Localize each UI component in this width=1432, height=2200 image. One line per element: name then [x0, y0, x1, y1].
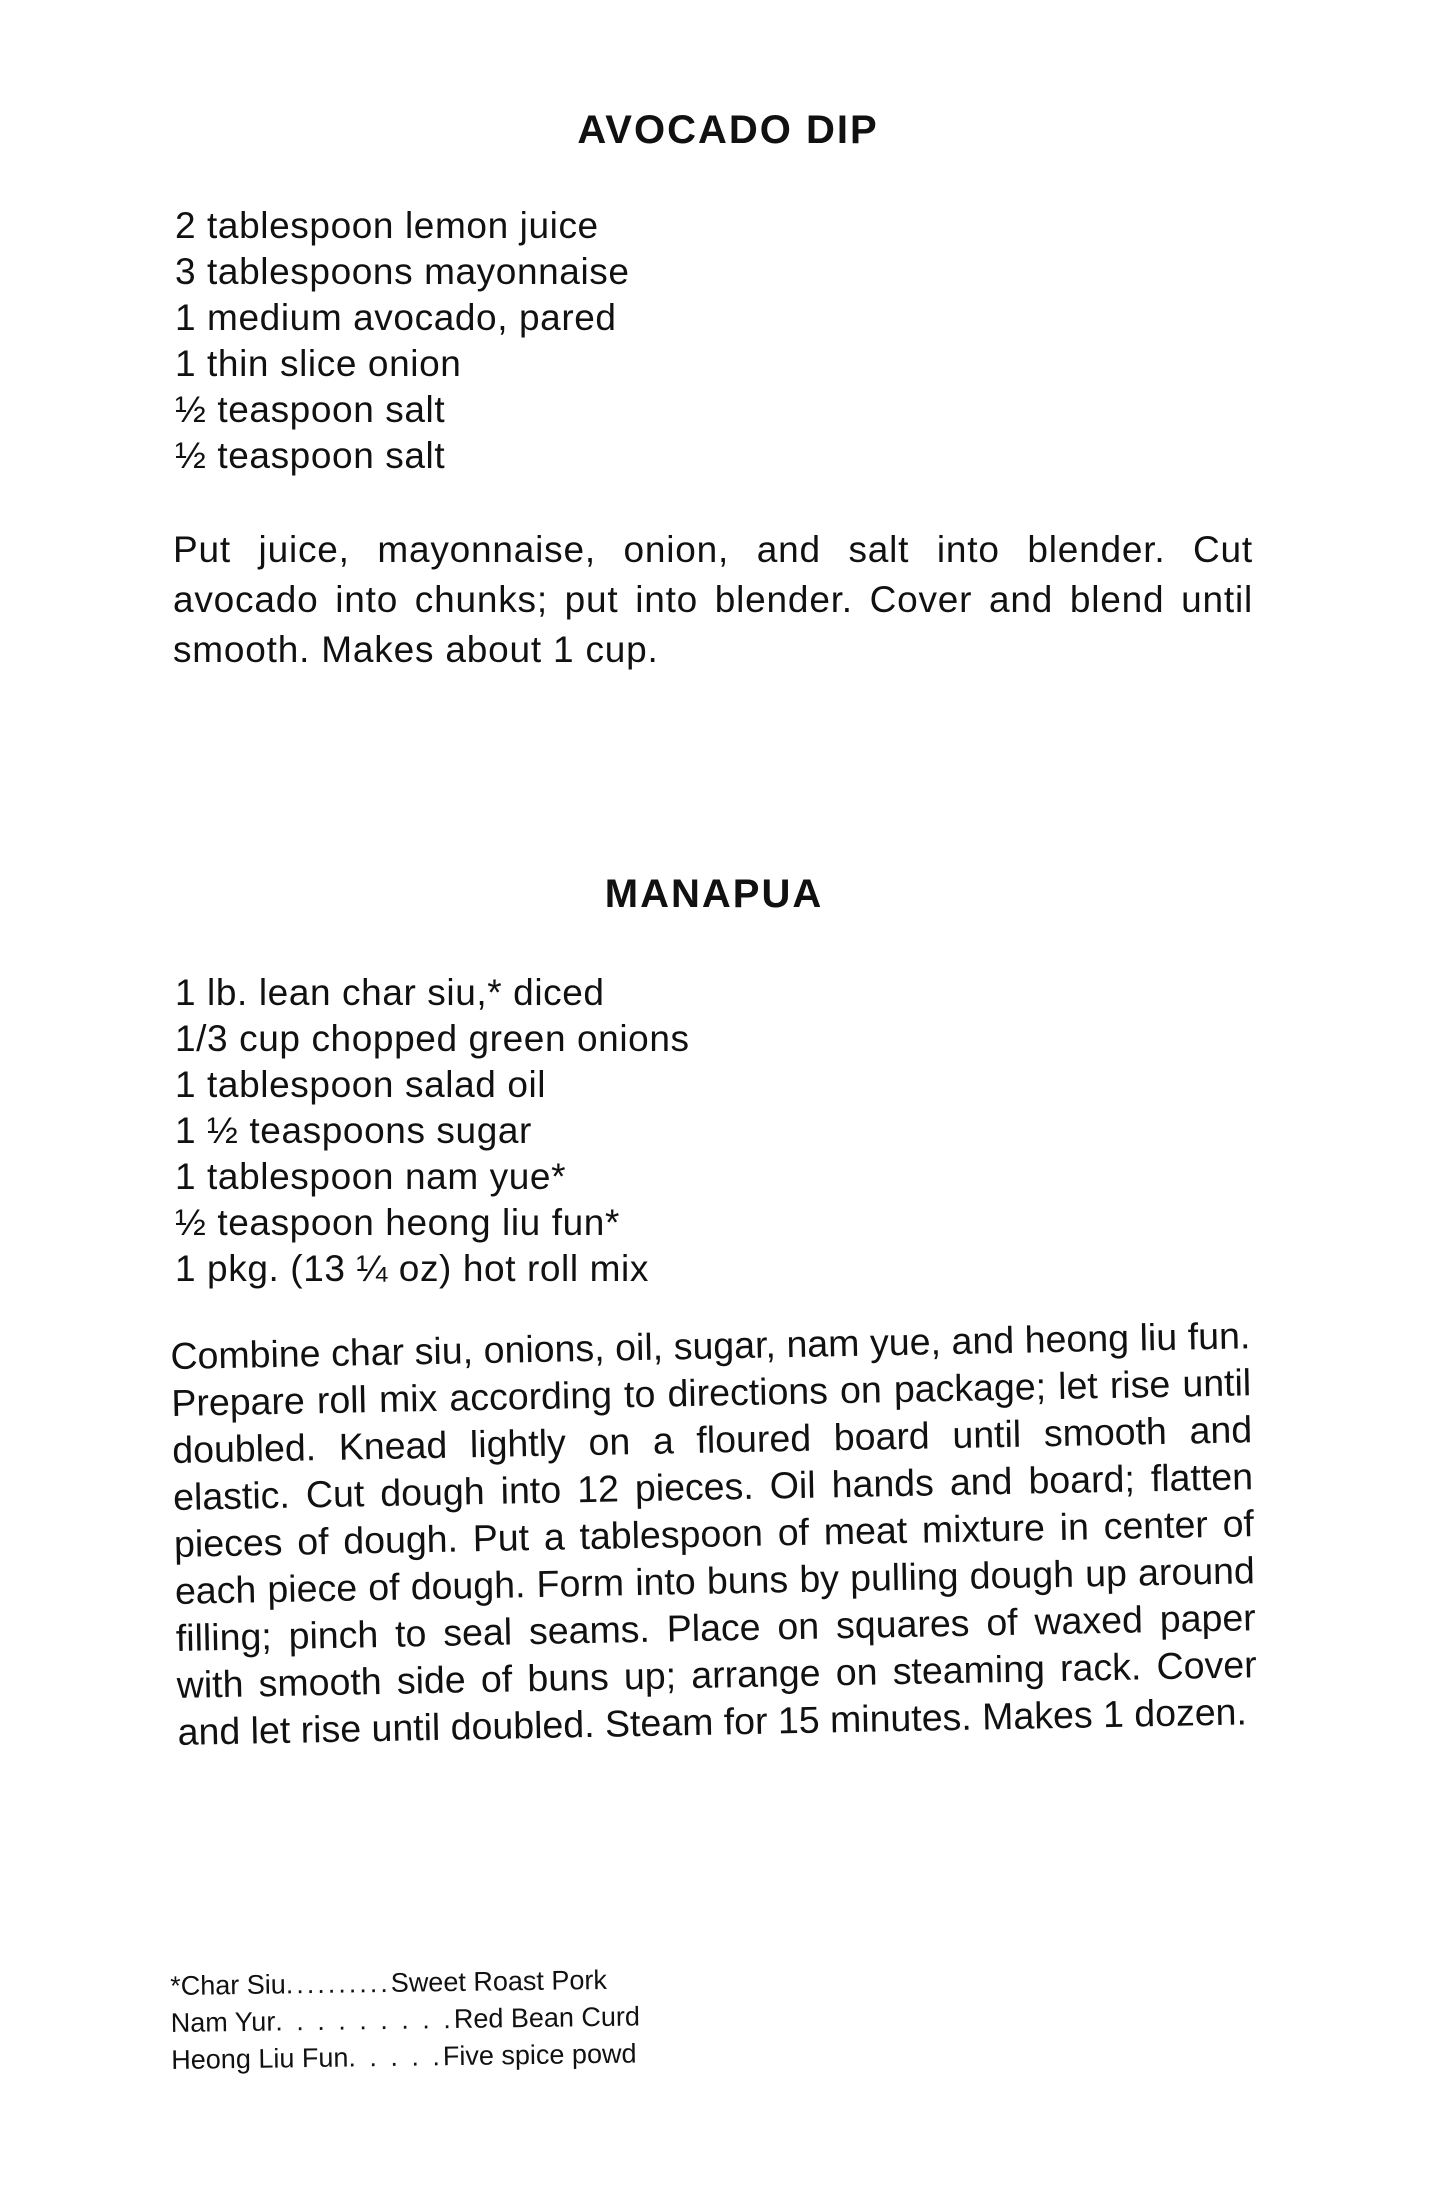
- ingredient-item: 1 tablespoon salad oil: [175, 1064, 547, 1105]
- footnote-term: Heong Liu Fun: [171, 2042, 349, 2075]
- footnote-meaning: Red Bean Curd: [453, 2001, 641, 2035]
- recipe-title-manapua: MANAPUA: [604, 872, 824, 916]
- ingredient-item: 1/3 cup chopped green onions: [175, 1018, 690, 1059]
- recipe-title-avocado-dip: AVOCADO DIP: [577, 108, 879, 152]
- ingredient-item: 2 tablespoon lemon juice: [175, 205, 599, 246]
- footnote-meaning: Sweet Roast Pork: [390, 1964, 608, 1998]
- directions-avocado-dip: Put juice, mayonnaise, onion, and salt into blender. Cut avocado into chunks; put into blender. Cover and blend until smooth. Makes about 1 cup.: [173, 529, 1253, 670]
- ingredient-item: ½ teaspoon heong liu fun*: [175, 1202, 620, 1243]
- footnote-leader: ..........: [285, 1967, 392, 2000]
- ingredient-item: 3 tablespoons mayonnaise: [175, 251, 630, 292]
- ingredient-item: ½ teaspoon salt: [175, 389, 446, 430]
- footnote-term: Nam Yur: [170, 2006, 276, 2038]
- footnote-leader: . . . . . . . . .: [275, 2004, 455, 2037]
- ingredient-list-manapua: [175, 970, 690, 1292]
- footnote-term: *Char Siu: [170, 1969, 287, 2001]
- ingredient-item: 1 tablespoon nam yue*: [175, 1156, 567, 1197]
- ingredient-item: ½ teaspoon salt: [175, 435, 446, 476]
- footnote-meaning: Five spice powd: [442, 2038, 637, 2072]
- glossary-footnotes: [170, 1961, 641, 2079]
- ingredient-item: 1 thin slice onion: [175, 343, 462, 384]
- directions-manapua: Combine char siu, onions, oil, sugar, nam yue, and heong liu fun. Prepare roll mix according to directions on package; let rise until doubled. Knead lightly on a floured board until smooth and elastic. Cut dough into 12 pieces. Oil hands and board; flatten pieces of dough. Put a tablespoon of meat mixture in center of each piece of dough. Form into buns by pulling dough up around filling; pinch to seal seams. Place on squares of waxed paper with smooth side of buns up; arrange on steaming rack. Cover and let rise until doubled. Steam for 15 minutes. Makes 1 dozen.: [170, 1314, 1257, 1753]
- ingredient-item: 1 pkg. (13 ¼ oz) hot roll mix: [175, 1248, 649, 1289]
- footnote-row: [171, 2035, 641, 2079]
- ingredient-item: 1 medium avocado, pared: [175, 297, 617, 338]
- ingredient-list-avocado-dip: [175, 203, 630, 479]
- ingredient-item: 1 ½ teaspoons sugar: [175, 1110, 532, 1151]
- ingredient-item: 1 lb. lean char siu,* diced: [175, 972, 605, 1013]
- footnote-leader: . . . . .: [348, 2041, 444, 2073]
